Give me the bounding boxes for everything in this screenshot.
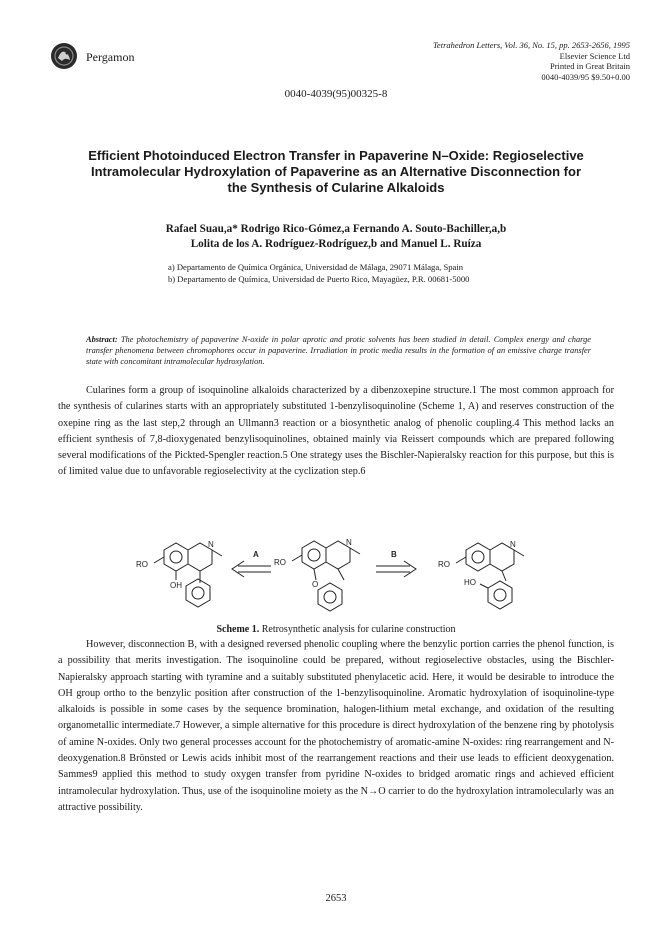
doi-identifier: 0040-4039(95)00325-8: [284, 88, 388, 100]
journal-issn-price: 0040-4039/95 $9.50+0.00: [541, 71, 630, 82]
right-benzyl-ring: [488, 581, 512, 609]
mid-aromatic-circle: [308, 549, 320, 561]
left-benzyl-ring: [186, 579, 210, 607]
label-o-mid: O: [312, 580, 319, 589]
left-n-methyl: [212, 550, 222, 556]
mid-ether-bond: [314, 569, 316, 580]
scheme-1-structures: [126, 528, 556, 618]
mid-benzyl-bond: [338, 569, 344, 580]
publisher-name: Pergamon: [86, 50, 135, 64]
right-benzyl-circle: [494, 589, 506, 601]
label-n-mid: N: [346, 538, 352, 547]
body-paragraph-2: [58, 637, 614, 816]
author-line-1: Rafael Suau,a* Rodrigo Rico-Gómez,a Fernando A. Souto-Bachiller,a,b: [165, 223, 507, 235]
title-line-1: Efficient Photoinduced Electron Transfer in Papaverine N–Oxide: Regioselective: [88, 148, 584, 163]
abstract-text: The photochemistry of papaverine N-oxide in polar aprotic and protic solvents has been studied in detail. Complex energy and charge transfer phenomena between chromophores occur in papaverine. Irradiation in protic media results in the formation of an emissive charge transfer state with concomitant intramolecular hydroxylation.: [86, 335, 591, 366]
paragraph-1-text: Cularines form a group of isoquinoline alkaloids characterized by a dibenzoxepine structure.1 The most common approach for the synthesis of cularines starts with an appropriately substituted 1-benzylisoquinoline (Scheme 1, A) and reserves construction of the oxepine ring as the last step,2 through an Ullmann3 reaction or a biosynthetic analog of phenolic coupling.4 This method lacks an efficient synthesis of 7,8-dioxygenated benzylisoquinolines, obtained mainly via Reissert compounds which are prepared following several modifications of the Pickted-Spengler reaction.5 One strategy uses the Bischler-Napieralsky reaction for this purpose, but this is of limited value due to unfavorable regioselectivity at the cyclization step.6: [58, 385, 614, 478]
mid-aromatic-ring: [302, 541, 326, 569]
paragraph-2-text: However, disconnection B, with a designed reversed phenolic coupling where the benzylic portion carries the phenol function, is a possibility that merits investigation. The isoquinoline could be prepared, without regioselective obstacles, using the Bischler-Napieralsky approach starting with tyramine and a suitably substituted phenylacetic acid. Here, it would be desirable to introduce the OH group ortho to the benzylic position after construction of the 1-benzylisoquinoline. Aromatic hydroxylation of isoquinoline-type alkaloids is possible in some cases by the sequence bromination, halogen-lithium metal exchange, and oxidation of the resulting organometallic intermediate.7 However, a simple alternative for this procedure is direct hydroxylation of the benzene ring by photolysis of amine N-oxides. Only two general processes account for the photochemistry of aromatic-amine N-oxides: ring rearrangement and N-deoxygenation.8 Brönsted or Lewis acids inhibit most of the rearrangement reactions and their use leads to efficient deoxygenation. Sammes9 applied this method to study oxygen transfer from pyridine N-oxides to bridged aromatic rings and achieved efficient intramolecular hydroxylation. Thus, use of the isoquinoline moiety as the N→O carrier to do the hydroxylation intramolecularly was an attractive possibility.: [58, 639, 614, 813]
label-ho-right: HO: [464, 578, 476, 587]
label-ro-right: RO: [438, 560, 450, 569]
abstract: [86, 334, 591, 367]
mid-benzyl-ring: [318, 583, 342, 611]
title-line-3: the Synthesis of Cularine Alkaloids: [227, 180, 445, 195]
label-arrow-a: A: [253, 550, 259, 559]
mid-ro-bond: [292, 555, 302, 561]
label-oh-left: OH: [170, 581, 182, 590]
label-n-right: N: [510, 540, 516, 549]
pergamon-logo-icon: [50, 42, 78, 70]
right-ro-bond: [456, 557, 466, 563]
label-n-left: N: [208, 540, 214, 549]
scheme-caption-label: Scheme 1.: [216, 624, 260, 635]
abstract-label: Abstract:: [86, 335, 118, 344]
journal-publisher: Elsevier Science Ltd: [559, 50, 630, 61]
paper-title: [50, 148, 622, 196]
page-number: 2653: [325, 893, 347, 904]
affiliation-b: b) Departamento de Química, Universidad de Puerto Rico, Mayagüez, P.R. 00681-5000: [168, 273, 470, 284]
label-ro-left: RO: [136, 560, 148, 569]
mid-n-methyl: [350, 548, 360, 554]
right-oh-bond: [480, 584, 488, 588]
journal-info: [433, 40, 630, 82]
mid-benzyl-circle: [324, 591, 336, 603]
right-aromatic-ring: [466, 543, 490, 571]
left-benzyl-circle: [192, 587, 204, 599]
journal-printed: Printed in Great Britain: [549, 61, 630, 71]
left-aromatic-ring: [164, 543, 188, 571]
left-aromatic-circle: [170, 551, 182, 563]
label-ro-mid: RO: [274, 558, 286, 567]
affiliation-a: a) Departamento de Química Orgánica, Universidad de Málaga, 29071 Málaga, Spain: [168, 262, 464, 272]
affiliations: [168, 262, 469, 285]
arrow-b-icon: [376, 561, 416, 577]
right-aromatic-circle: [472, 551, 484, 563]
right-n-methyl: [514, 550, 524, 556]
author-list: [50, 222, 622, 252]
left-ro-bond: [154, 557, 164, 563]
scheme-caption: [0, 624, 672, 635]
author-line-2: Lolita de los A. Rodríguez-Rodríguez,b and Manuel L. Ruíza: [190, 238, 482, 250]
label-arrow-b: B: [391, 550, 397, 559]
right-benzyl-bond: [502, 571, 506, 581]
title-line-2: Intramolecular Hydroxylation of Papaverine as an Alternative Disconnection for: [90, 164, 582, 179]
journal-citation: Tetrahedron Letters, Vol. 36, No. 15, pp. 2653-2656, 1995: [432, 40, 630, 50]
body-paragraph-1: [58, 383, 614, 481]
arrow-a-icon: [232, 561, 271, 577]
scheme-caption-text: Retrosynthetic analysis for cularine construction: [259, 624, 456, 635]
